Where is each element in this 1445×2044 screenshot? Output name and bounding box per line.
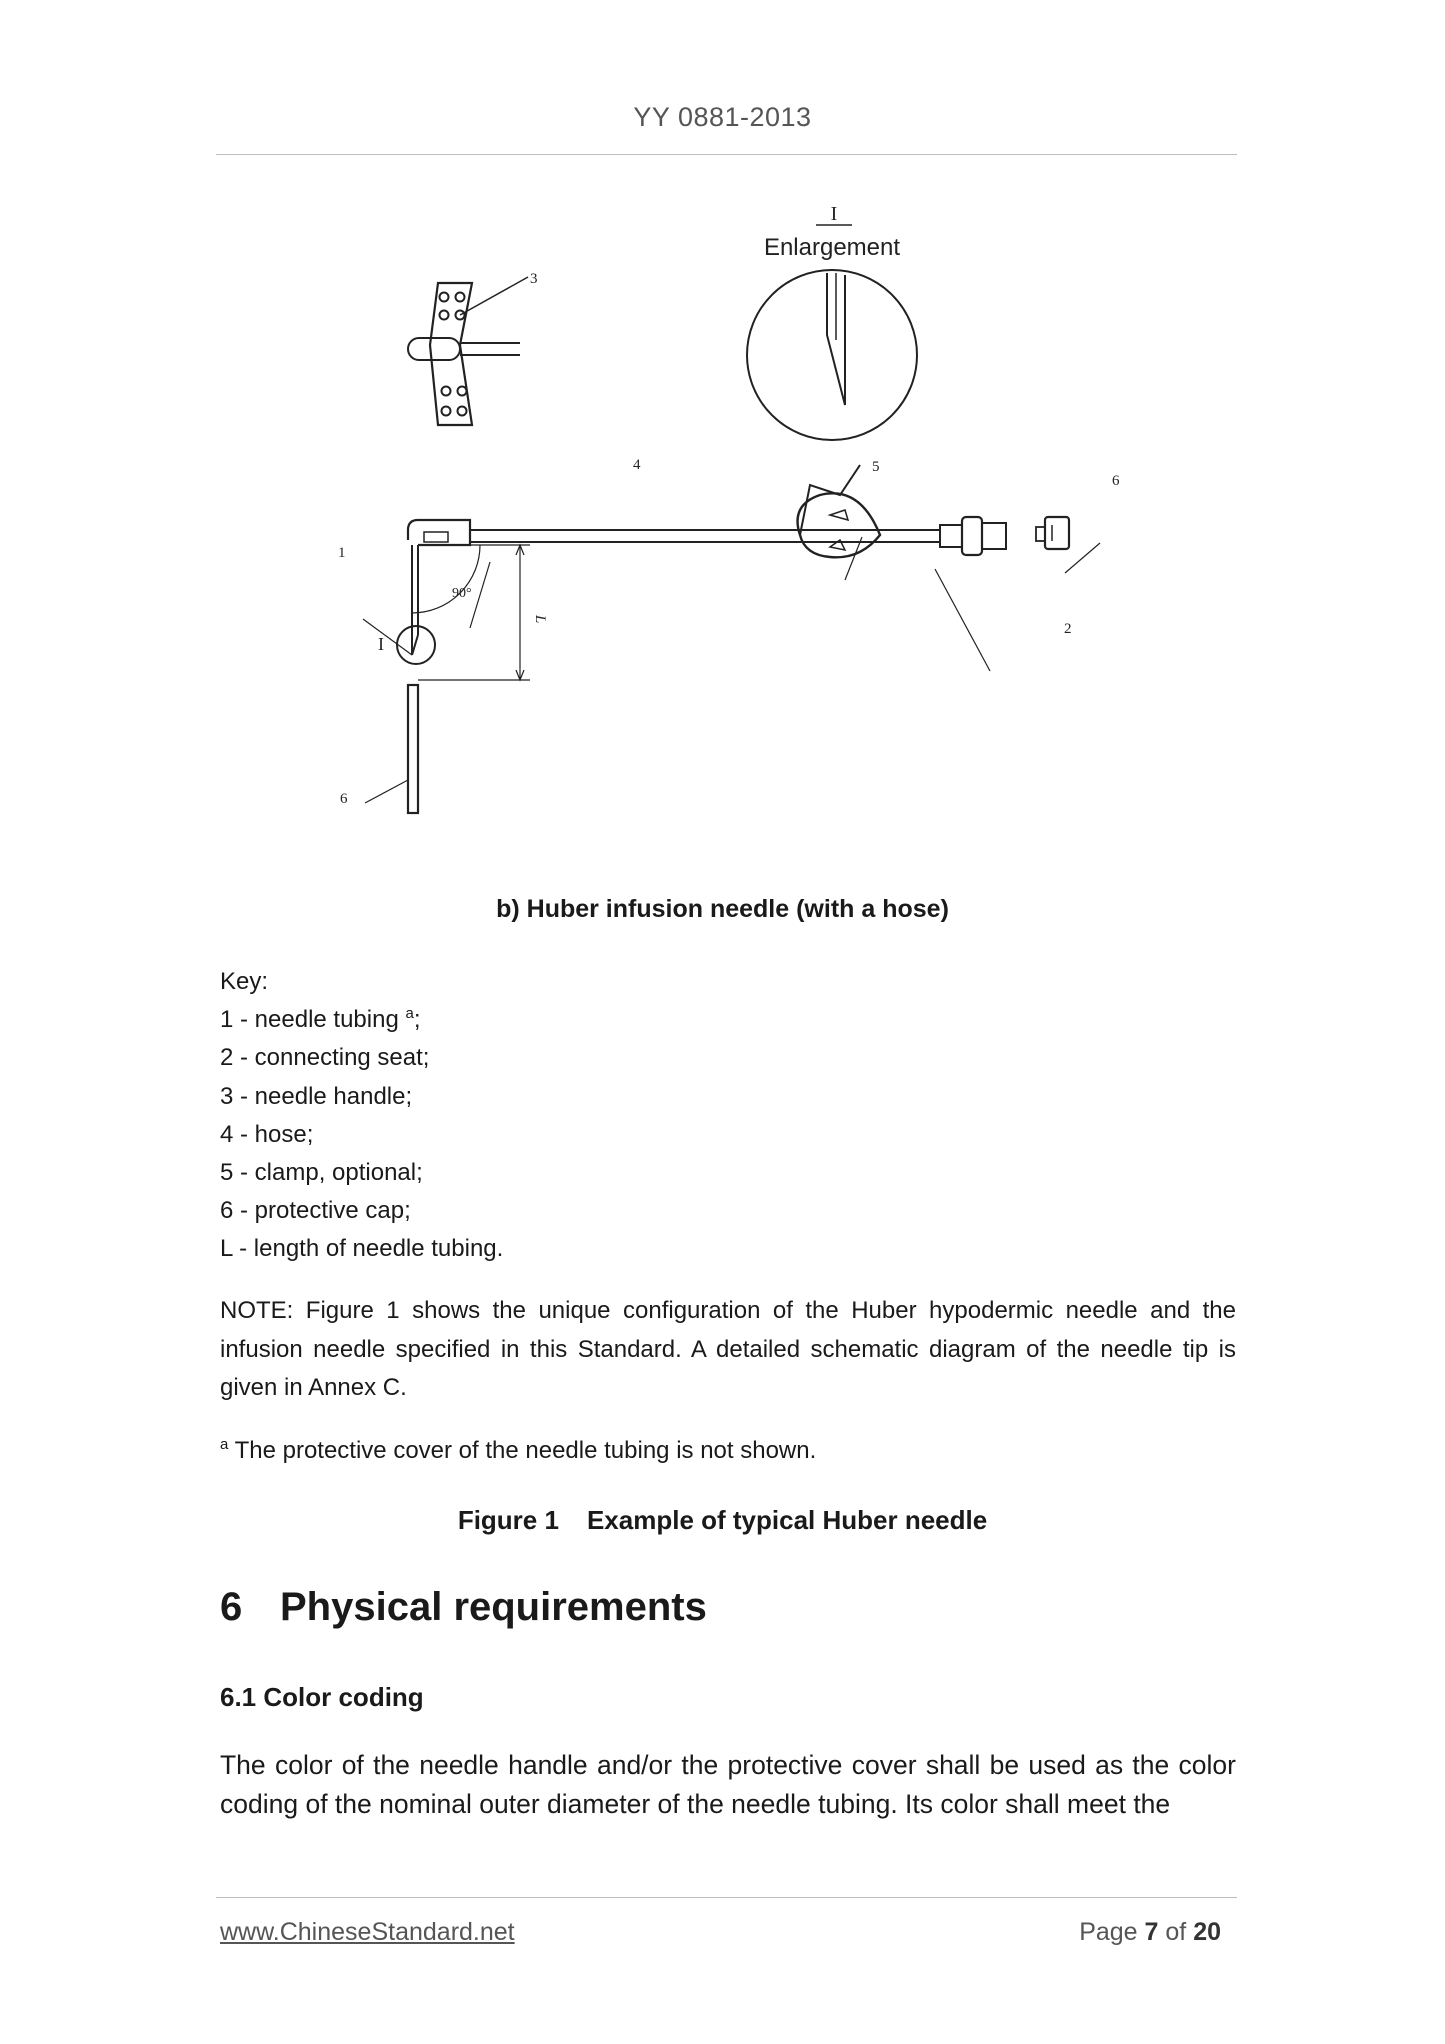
subfigure-caption: b) Huber infusion needle (with a hose)	[496, 895, 949, 923]
key-item: 4 - hose;	[220, 1120, 314, 1148]
footnote-mark: a	[405, 1005, 414, 1023]
figure-note: NOTE: Figure 1 shows the unique configuration of the Huber hypodermic needle and the infusion needle specified in this Standard. A detailed schematic diagram of the needle tip is given in Annex C.	[220, 1297, 1236, 1401]
callout-3: 3	[530, 271, 538, 287]
figure-key	[220, 963, 503, 1269]
key-item: 2 - connecting seat;	[220, 1044, 430, 1072]
callout-4: 4	[633, 457, 641, 473]
key-item: L - length of needle tubing.	[220, 1235, 504, 1263]
running-header: YY 0881-2013	[633, 102, 812, 132]
key-item: 3 - needle handle;	[220, 1082, 413, 1110]
key-item: 1 - needle tubing $^a$;	[220, 1005, 421, 1034]
enlargement-marker: I	[830, 203, 838, 225]
figure-title: Figure 1 Example of typical Huber needle	[457, 1505, 988, 1535]
header-rule	[216, 154, 1237, 155]
enlargement-label: Enlargement	[763, 234, 901, 261]
key-title: Key:	[220, 968, 269, 995]
subsection-heading: 6.1 Color coding	[220, 1682, 424, 1712]
angle-label: 90°	[452, 586, 472, 601]
key-item: 6 - protective cap;	[220, 1197, 411, 1225]
callout-6-right: 6	[1112, 473, 1120, 489]
huber-needle-figure	[300, 195, 1160, 855]
page-number: Page 7 of 20	[1079, 1918, 1221, 1946]
detail-marker: I	[378, 634, 384, 654]
figure-footnote: $^a$ The protective cover of the needle tubing is not shown.	[220, 1436, 817, 1464]
callout-5: 5	[872, 459, 880, 475]
section-heading: 6 Physical requirements	[220, 1585, 707, 1629]
body-paragraph: The color of the needle handle and/or the protective cover shall be used as the color coding of the nominal outer diameter of the needle tubing. Its color shall meet the	[220, 1750, 1236, 1819]
callout-1: 1	[338, 545, 346, 561]
website-link[interactable]: www.ChineseStandard.net	[220, 1918, 515, 1946]
key-item: 5 - clamp, optional;	[220, 1159, 423, 1187]
length-label: L	[532, 615, 548, 624]
callout-2: 2	[1064, 621, 1072, 637]
callout-6-bottom: 6	[340, 791, 348, 807]
footer-rule	[216, 1897, 1237, 1898]
